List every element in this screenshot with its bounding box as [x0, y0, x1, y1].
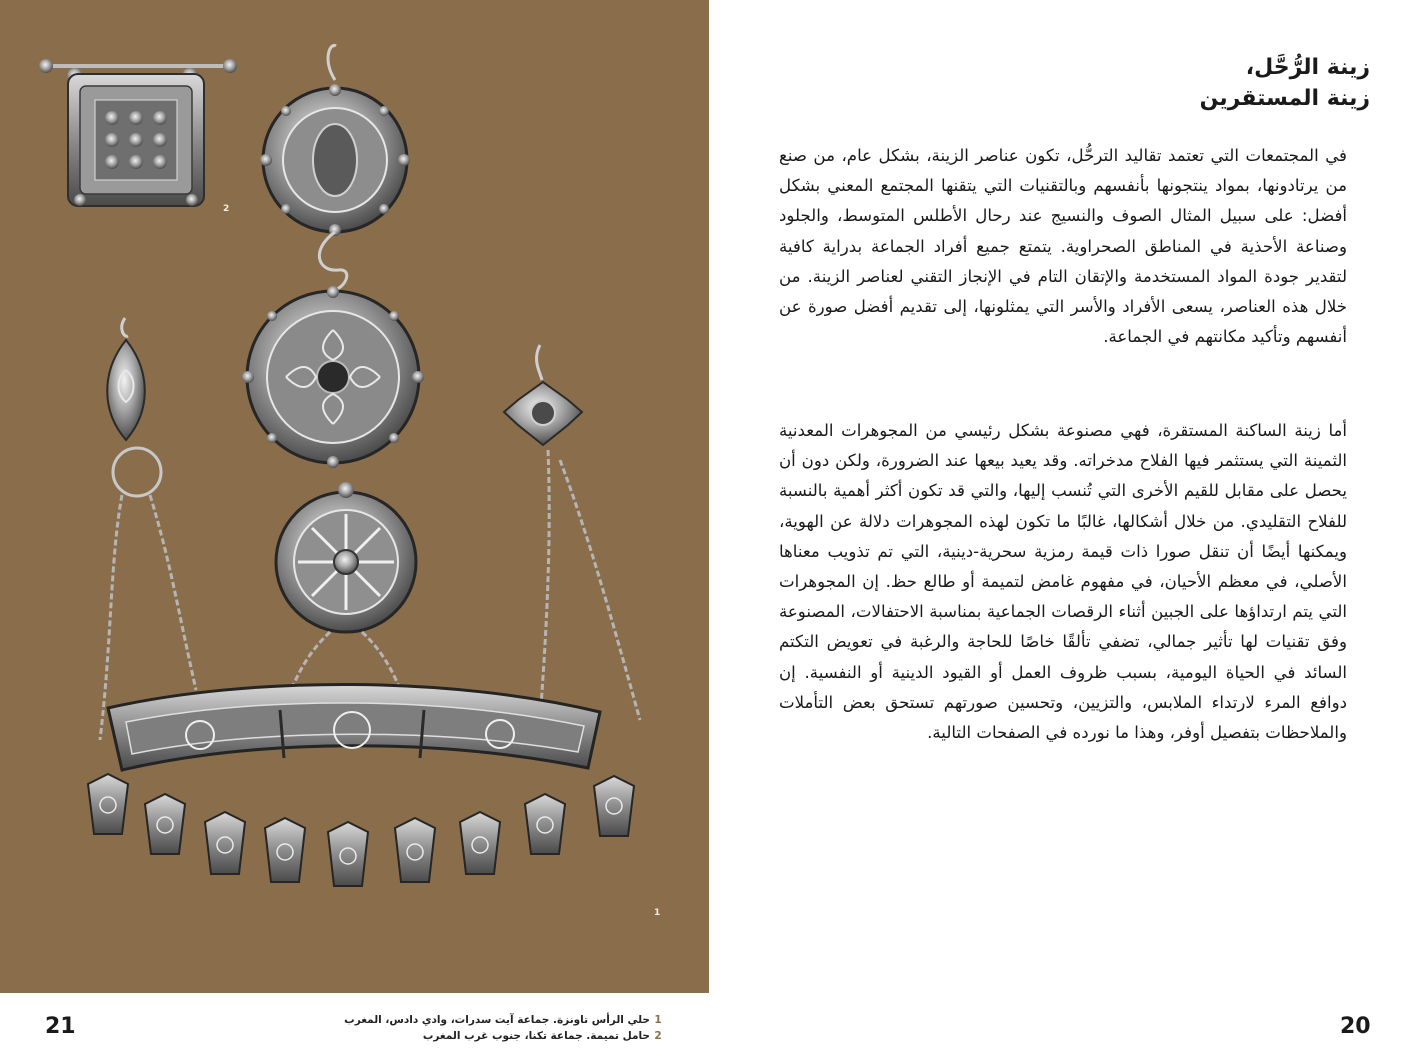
caption-number: 1 — [654, 1014, 662, 1026]
caption-1 — [330, 1012, 666, 1028]
title-line-1: زينة الرُّحَّل، — [1245, 55, 1370, 80]
jewelry-illustration — [0, 0, 709, 993]
page-number-right: 20 — [1340, 1014, 1371, 1039]
page-number-left: 21 — [45, 1014, 76, 1039]
caption-number: 2 — [654, 1030, 662, 1042]
text-page — [709, 0, 1417, 1063]
caption-text: حلي الرأس تاونزة. جماعة آيت سدرات، وادي دادس، المغرب — [344, 1014, 650, 1026]
amulet-holder-figure — [39, 59, 237, 206]
figure-1-label: 1 — [654, 908, 661, 918]
body-paragraph-1: في المجتمعات التي تعتمد تقاليد الترحُّل، تكون عناصر الزينة، بشكل عام، من صنع من يرتادونها، بمواد ينتجونها بأنفسهم وبالتقنيات التي يتقنها المجتمع المعني بشكل أفضل: على سبيل المثال الصوف والنسيج عند رحال الأطلس المتوسط، والجلود وصناعة الأحذية في المناطق الصحراوية. يتمتع جميع أفراد الجماعة بدراية كافية لتقدير جودة المواد المستخدمة والإتقان التام في الإنجاز التقني لعناصر الزينة. من خلال هذه العناصر، يسعى الأفراد والأسر التي يمثلونها، إلى تقديم أفضل صورة عن أنفسهم وتأكيد مكانتهم في الجماعة. — [779, 146, 1347, 347]
caption-text: حامل تميمة. جماعة تكنا، جنوب غرب المغرب — [422, 1030, 650, 1042]
page-title — [970, 52, 1370, 114]
caption-2 — [330, 1028, 666, 1044]
photo-panel — [0, 0, 709, 993]
figure-captions — [330, 1012, 666, 1044]
figure-2-label: 2 — [223, 204, 230, 214]
body-paragraph-2: أما زينة الساكنة المستقرة، فهي مصنوعة بشكل رئيسي من المجوهرات المعدنية الثمينة التي يستثمر فيها الفلاح مدخراته. وقد يعيد بيعها عند الضرورة، ولكن دون أن يحصل على مقابل للقيم الأخرى التي تُنسب إليها، والتي قد تكون أكثر أهمية بالنسبة للفلاح التقليدي. من خلال أشكالها، غالبًا ما تكون لهذه المجوهرات دلالة عن الهوية، ويمكنها أيضًا أن تنقل صورا ذات قيمة رمزية سحرية-دينية، التي تم تذويب معناها الأصلي، في معظم الأحيان، في مفهوم غامض لتميمة أو طالع حظ. إن المجوهرات التي يتم ارتداؤها على الجبين أثناء الرقصات الجماعية بمناسبة الاحتفالات، المصنوعة وفق تقنيات لها تأثير جمالي، تضفي تألقًا خاصًا للحاجة والرغبة في تعويض التكتم السائد في الحياة اليومية، بسبب ظروف العمل أو القيود الدينية أو النفسية. إن دوافع المرء لارتداء الملابس، والتزيين، وتحسين صورتهم تستحق بعض التأملات والملاحظات بتفصيل أوفر، وهذا ما نورده في الصفحات التالية. — [779, 421, 1347, 743]
title-line-2: زينة المستقرين — [1199, 86, 1370, 111]
